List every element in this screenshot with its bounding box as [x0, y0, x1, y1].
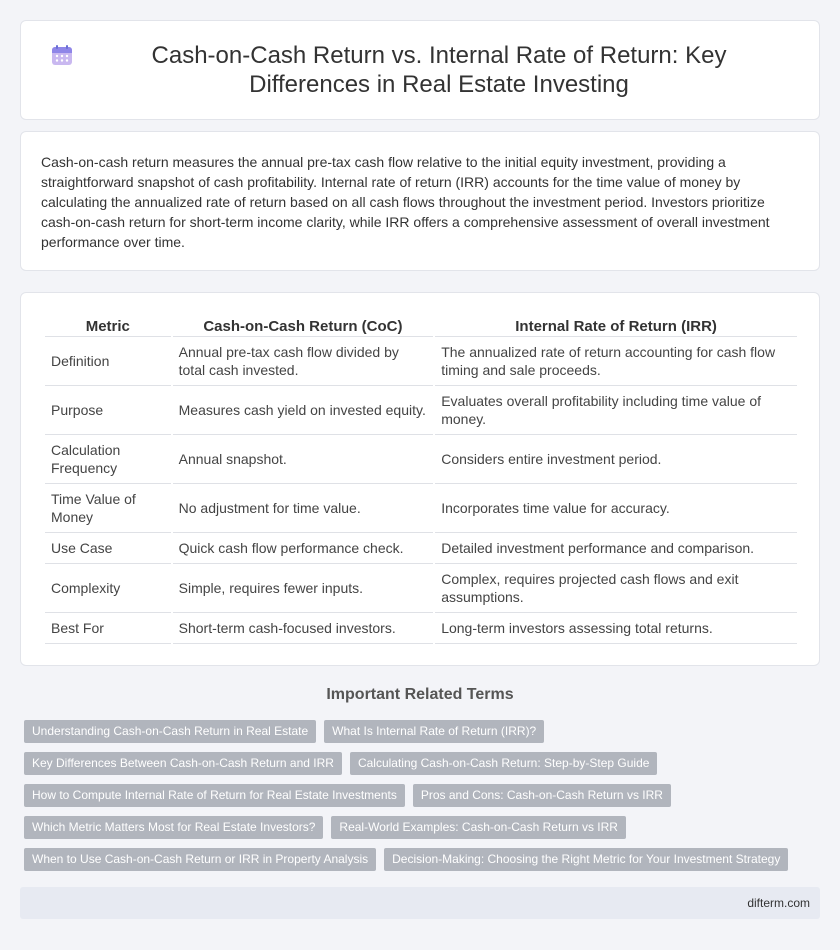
row-coc: Annual snapshot.: [173, 435, 434, 484]
related-term-link[interactable]: When to Use Cash-on-Cash Return or IRR in Property Analysis: [24, 848, 376, 871]
row-coc: Measures cash yield on invested equity.: [173, 386, 434, 435]
intro-paragraph: Cash-on-cash return measures the annual pre-tax cash flow relative to the initial equity investment, providing a straightforward snapshot of cash profitability. Internal rate of return (IRR) accounts for the time value of money by calculating the annualized rate of return based on all cash flows throughout the investment period. Investors prioritize cash-on-cash return for short-term income clarity, while IRR offers a comprehensive assessment of overall investment performance over time.: [41, 154, 770, 250]
row-irr: The annualized rate of return accounting for cash flow timing and sale proceeds.: [435, 337, 797, 386]
related-term-link[interactable]: Decision-Making: Choosing the Right Metric for Your Investment Strategy: [384, 848, 788, 871]
calendar-icon: [51, 44, 73, 66]
intro-card: [20, 131, 820, 271]
row-coc: Quick cash flow performance check.: [173, 533, 434, 564]
row-metric: Time Value of Money: [45, 484, 171, 533]
row-irr: Detailed investment performance and comparison.: [435, 533, 797, 564]
table-row: [45, 386, 797, 435]
related-term-link[interactable]: Which Metric Matters Most for Real Estate Investors?: [24, 816, 323, 839]
row-coc: Simple, requires fewer inputs.: [173, 564, 434, 613]
row-metric: Best For: [45, 613, 171, 644]
row-irr: Evaluates overall profitability including time value of money.: [435, 386, 797, 435]
row-metric: Purpose: [45, 386, 171, 435]
related-term-link[interactable]: What Is Internal Rate of Return (IRR)?: [324, 720, 544, 743]
comparison-table-card: [20, 292, 820, 666]
row-metric: Definition: [45, 337, 171, 386]
page-title: Cash-on-Cash Return vs. Internal Rate of Return: Key Differences in Real Estate Investing: [151, 42, 727, 98]
row-irr: Considers entire investment period.: [435, 435, 797, 484]
related-term-link[interactable]: Real-World Examples: Cash-on-Cash Return vs IRR: [331, 816, 626, 839]
row-metric: Complexity: [45, 564, 171, 613]
header-irr: Internal Rate of Return (IRR): [435, 313, 797, 337]
header-metric: Metric: [45, 313, 171, 337]
table-row: [45, 337, 797, 386]
table-row: [45, 533, 797, 564]
related-term-link[interactable]: Understanding Cash-on-Cash Return in Real Estate: [24, 720, 316, 743]
footer: [20, 887, 820, 919]
table-row: [45, 484, 797, 533]
related-term-link[interactable]: Pros and Cons: Cash-on-Cash Return vs IRR: [413, 784, 671, 807]
header-card: [20, 20, 820, 120]
row-irr: Complex, requires projected cash flows and exit assumptions.: [435, 564, 797, 613]
related-term-link[interactable]: Key Differences Between Cash-on-Cash Return and IRR: [24, 752, 342, 775]
row-irr: Long-term investors assessing total returns.: [435, 613, 797, 644]
related-term-link[interactable]: Calculating Cash-on-Cash Return: Step-by-Step Guide: [350, 752, 657, 775]
table-row: [45, 435, 797, 484]
related-terms-title: Important Related Terms: [326, 686, 514, 703]
row-metric: Use Case: [45, 533, 171, 564]
table-header-row: [45, 313, 797, 337]
header-coc: Cash-on-Cash Return (CoC): [173, 313, 434, 337]
row-coc: Annual pre-tax cash flow divided by total cash invested.: [173, 337, 434, 386]
related-term-link[interactable]: How to Compute Internal Rate of Return for Real Estate Investments: [24, 784, 405, 807]
table-row: [45, 613, 797, 644]
row-irr: Incorporates time value for accuracy.: [435, 484, 797, 533]
row-coc: No adjustment for time value.: [173, 484, 434, 533]
related-terms-list: [24, 720, 814, 871]
footer-site-link[interactable]: difterm.com: [747, 896, 810, 910]
comparison-table: [43, 313, 799, 644]
row-metric: Calculation Frequency: [45, 435, 171, 484]
table-row: [45, 564, 797, 613]
row-coc: Short-term cash-focused investors.: [173, 613, 434, 644]
